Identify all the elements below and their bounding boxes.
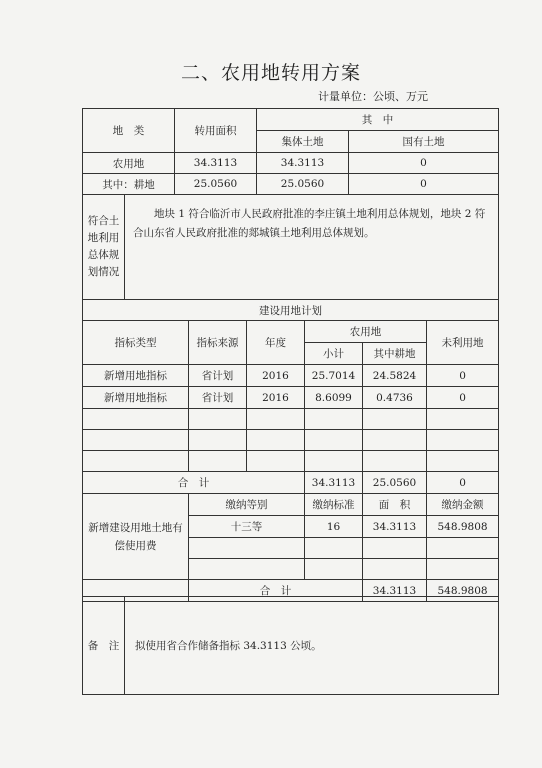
col-amount: 缴纳金额: [427, 494, 499, 516]
col-farmland: 其中耕地: [363, 343, 427, 365]
fee-label: 新增建设用地土地有偿使用费: [83, 494, 189, 580]
col-collective: 集体土地: [257, 131, 349, 153]
cell-grade: 十三等: [189, 516, 305, 538]
cell-year: 2016: [247, 387, 305, 409]
fee-total-amount: 548.9808: [427, 580, 499, 602]
cell-area: 25.0560: [175, 174, 257, 195]
col-year: 年度: [247, 321, 305, 365]
col-area: 转用面积: [175, 109, 257, 153]
table-row: [83, 365, 499, 387]
cell-unused: 0: [427, 365, 499, 387]
construction-table: [82, 299, 499, 602]
col-fee-area: 面 积: [363, 494, 427, 516]
col-agri: 农用地: [305, 321, 427, 343]
cell-type: 其中：耕地: [83, 174, 175, 195]
col-state: 国有土地: [349, 131, 499, 153]
col-of-which: 其 中: [257, 109, 499, 131]
plan-compliance-table: [82, 194, 499, 300]
plan-text: 地块 1 符合临沂市人民政府批准的李庄镇土地利用总体规划，地块 2 符合山东省人民政府批准的郯城镇土地利用总体规划。: [125, 195, 499, 300]
total-unused: 0: [427, 472, 499, 494]
table-row-empty: [83, 409, 499, 430]
total-subtotal: 34.3113: [305, 472, 363, 494]
col-index-source: 指标来源: [189, 321, 247, 365]
table-row: [83, 387, 499, 409]
cell-standard: 16: [305, 516, 363, 538]
fee-total-area: 34.3113: [363, 580, 427, 602]
col-unused: 未利用地: [427, 321, 499, 365]
cell-source: 省计划: [189, 365, 247, 387]
total-farmland: 25.0560: [363, 472, 427, 494]
page-title: 二、农用地转用方案: [180, 62, 361, 84]
cell-year: 2016: [247, 365, 305, 387]
total-label: 合 计: [83, 472, 305, 494]
col-index-type: 指标类型: [83, 321, 189, 365]
fee-total-label: 合 计: [189, 580, 363, 602]
table-row-empty: [83, 451, 499, 472]
col-subtotal: 小计: [305, 343, 363, 365]
col-standard: 缴纳标准: [305, 494, 363, 516]
conversion-table: [82, 108, 499, 195]
cell-collective: 34.3113: [257, 153, 349, 174]
remarks-text: 拟使用省合作储备指标 34.3113 公顷。: [125, 597, 499, 695]
cell-type: 新增用地指标: [83, 387, 189, 409]
cell-subtotal: 25.7014: [305, 365, 363, 387]
cell-type: 新增用地指标: [83, 365, 189, 387]
cell-collective: 25.0560: [257, 174, 349, 195]
table-row: [83, 174, 499, 195]
cell-unused: 0: [427, 387, 499, 409]
cell-type: 农用地: [83, 153, 175, 174]
col-land-type: 地 类: [83, 109, 175, 153]
table-row-empty: [83, 430, 499, 451]
plan-label: 符合土地利用总体规划情况: [83, 195, 125, 300]
cell-state: 0: [349, 174, 499, 195]
unit-label: 计量单位：公顷、万元: [318, 90, 428, 103]
remarks-label: 备 注: [83, 597, 125, 695]
cell-area: 34.3113: [175, 153, 257, 174]
remarks-table: [82, 596, 499, 695]
cell-farmland: 0.4736: [363, 387, 427, 409]
cell-amount: 548.9808: [427, 516, 499, 538]
cell-state: 0: [349, 153, 499, 174]
cell-source: 省计划: [189, 387, 247, 409]
construction-header: 建设用地计划: [83, 300, 499, 321]
cell-subtotal: 8.6099: [305, 387, 363, 409]
cell-area: 34.3113: [363, 516, 427, 538]
col-grade: 缴纳等别: [189, 494, 305, 516]
table-row: [83, 153, 499, 174]
total-row: [83, 472, 499, 494]
cell-farmland: 24.5824: [363, 365, 427, 387]
